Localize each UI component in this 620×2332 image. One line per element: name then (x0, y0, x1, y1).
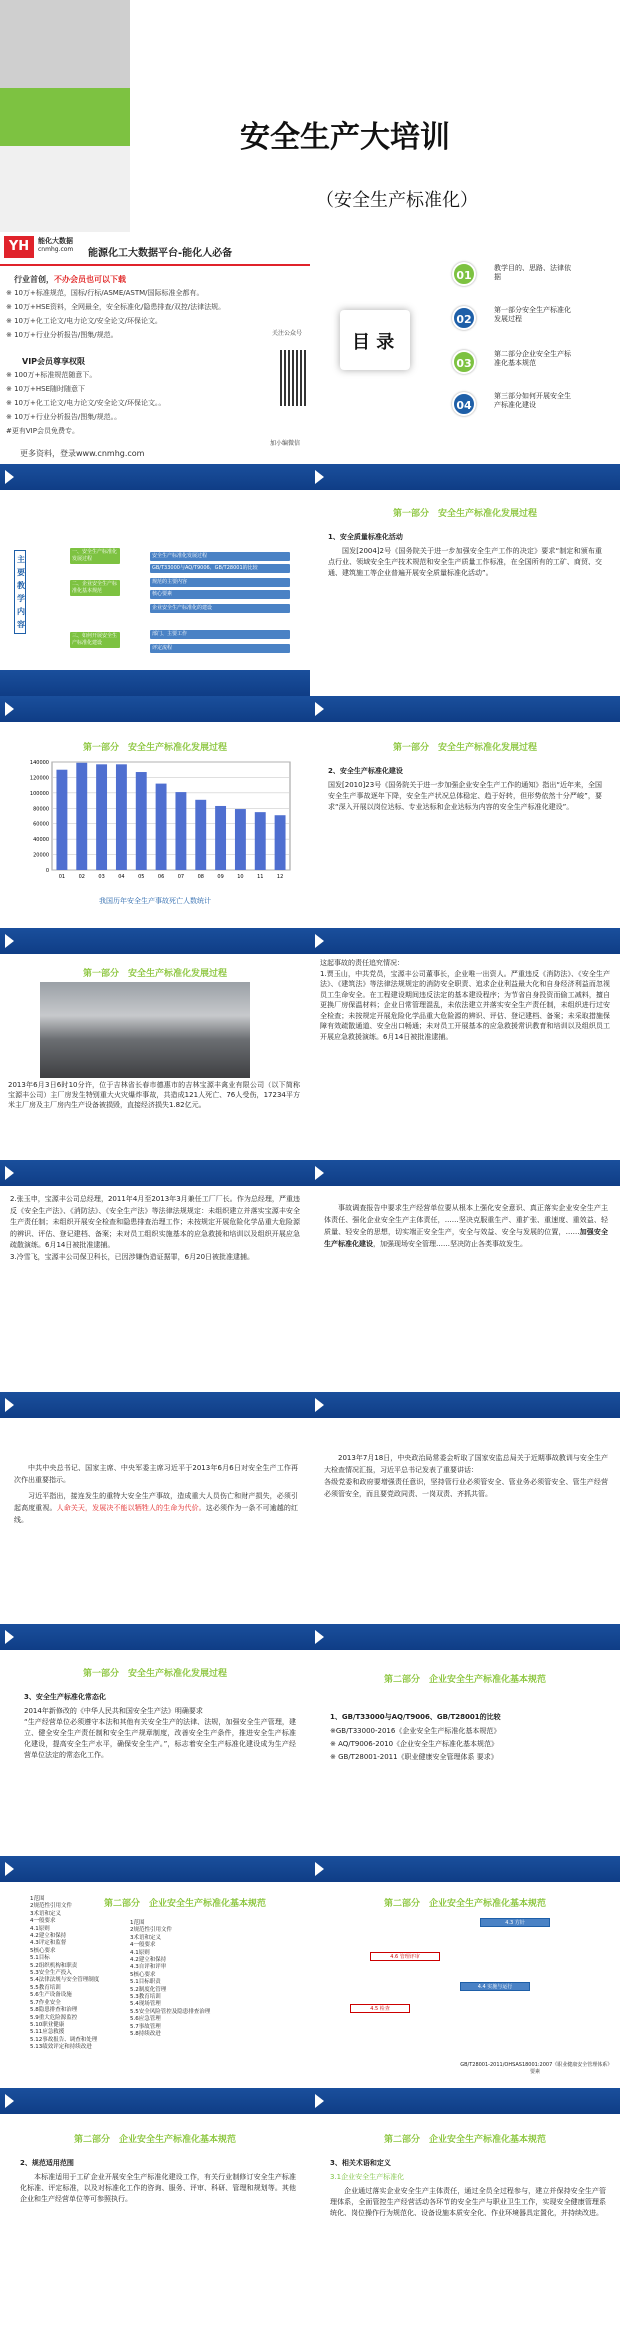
toc-item[interactable]: 第一部分安全生产标准化发展过程 (494, 306, 571, 323)
ad-vip-title: VIP会员尊享权限 (22, 357, 86, 366)
arrow-icon (315, 1630, 324, 1644)
y-tick-label: 140000 (29, 760, 49, 766)
clause-item: 5.12事故报告、调查和处理 (30, 2036, 98, 2043)
clause-item: 5.7作业安全 (30, 1999, 61, 2006)
ad-vip-line: ※ 10万+行业分析报告/图集/规范。。 (6, 413, 122, 421)
toc-number: 04 (452, 392, 476, 416)
s8r-slide (310, 2088, 620, 2332)
clause-item: 5.10职业健康 (30, 2021, 65, 2028)
y-tick-label: 100000 (29, 790, 49, 797)
clause-item: 2规范性引用文件 (30, 1903, 72, 1910)
clause-item: 5.5教育培训 (30, 1984, 61, 1991)
ad-qr-label-2: 加小编微信 (270, 440, 301, 447)
section-body: 事故调查报告中要求生产经营单位要从根本上强化安全意识、真正落实企业安全生产主体责任、强化企业安全生产主体责任，……坚决克服重生产、重扩张、重速度、重效益、轻质量、轻安全的思想，切实端正安全生产，安全与效益、安全与发展的位置，……加强安全生产标准化建设，加强现场安全管理……坚决防止各类事故发生。 (324, 1204, 608, 1248)
pdca-box: 4.3 方针 (480, 1918, 550, 1927)
bar (76, 763, 87, 870)
ad-brand: 能化大数据 (38, 237, 73, 245)
slide-header-bar (0, 928, 310, 954)
slide-header-bar (310, 1624, 620, 1650)
arrow-icon (5, 1398, 14, 1412)
cover-grey-block-2 (0, 146, 130, 232)
bar (235, 809, 246, 870)
clause-item: 2规范性引用文件 (130, 1927, 172, 1934)
slide-title: 第一部分 安全生产标准化发展过程 (82, 969, 227, 979)
arrow-icon (315, 1166, 324, 1180)
mindmap-vertical-label: 主要教学内容 (14, 550, 26, 634)
chart-slide (0, 696, 310, 928)
bar (136, 772, 147, 870)
section-body: 企业通过落实企业安全生产主体责任，通过全员全过程参与，建立并保持安全生产管理体系，全面管控生产经营活动各环节的安全生产与职业卫生工作，实现安全健康管理系统化、岗位操作行为规范化、设备设施本质安全化、作业环境器具定置化，并持续改进。 (330, 2187, 606, 2217)
clause-item: 5.6应急管理 (130, 2016, 161, 2023)
clause-item: 5.7事故管理 (130, 2023, 161, 2030)
slide-title: 第二部分 企业安全生产标准化基本规范 (383, 1899, 546, 1909)
slide-header-bar (310, 1160, 620, 1186)
x-tick-label: 04 (118, 874, 125, 880)
mindmap-node: 企业安全生产标准化的建设 (150, 604, 290, 613)
slide-header-bar (0, 696, 310, 722)
clause-item: 5.11应急救援 (30, 2029, 65, 2036)
section-heading: 3、安全生产标准化常态化 (24, 1693, 106, 1701)
s3r-slide (310, 928, 620, 1160)
ad-vip-note: #更有VIP会员免费专。 (6, 427, 79, 435)
s5r-slide (310, 1392, 620, 1624)
clause-item: 5.2制度化管理 (130, 1986, 167, 1993)
slide-header-bar (0, 464, 310, 490)
section-body-2: 习近平指出，接连发生的重特大安全生产事故，造成重大人员伤亡和财产损失，必须引起高度重视。人命关天，发展决不能以牺牲人的生命为代价。这必须作为一条不可逾越的红线。 (14, 1492, 299, 1524)
y-tick-label: 120000 (29, 775, 49, 782)
slide-header-bar (310, 464, 620, 490)
s3l-slide (0, 928, 310, 1160)
toc-item[interactable]: 教学目的、思路、法律依据 (494, 264, 571, 281)
arrow-icon (5, 2094, 14, 2108)
mindmap-node: 部门、主要工作 (150, 630, 290, 639)
clause-item: 5核心要求 (130, 1971, 156, 1978)
clause-item: 4.2建立和保持 (130, 1957, 167, 1964)
slide-header-bar (0, 2088, 310, 2114)
bar (116, 764, 127, 870)
section-body: 国发[2004]2号《国务院关于进一步加强安全生产工作的决定》要求“制定和颁布重点行业、领域安全生产技术规范和安全生产质量工作标准，在全国所有的工矿、商贸、交通、建筑施工等企业普遍开展安全质量标准化活动”。 (328, 547, 602, 577)
ad-intro: 行业首创，不办会员也可以下载 (14, 275, 126, 284)
bar (156, 784, 167, 870)
arrow-icon (5, 1630, 14, 1644)
mindmap-branch: 一、安全生产标准化发展过程 (70, 548, 120, 564)
s4l-slide (0, 1160, 310, 1392)
ad-brand-url: cnmhg.com (38, 246, 74, 253)
clause-item: 4.1原则 (130, 1949, 150, 1956)
arrow-icon (315, 470, 324, 484)
y-tick-label: 20000 (33, 852, 49, 859)
section-body: 2.张玉申，宝源丰公司总经理，2011年4月至2013年3月兼任工厂厂长。作为总经理，严重违反《安全生产法》、《消防法》、《安全生产法》等法律法规规定：未组织建立并落实宝源丰安全生产责任制；未组织开展安全检查和隐患排查治理工作；未按规定开展危险化学品重大危险源的辨识、评估、登记建档、备案；未对员工组织实施基本的应急救援和培训以及组织开展应急疏散演练。6月14日被批准逮捕。 3.冷雪飞，宝源丰公司保卫科长，已因涉嫌伪造证据罪，6月20日被批准逮捕。 (10, 1195, 300, 1261)
clause-item: 5核心要求 (30, 1947, 56, 1954)
slide-header-bar (0, 1856, 310, 1882)
ad-logo: YH (4, 236, 34, 258)
bar (255, 812, 266, 870)
mindmap-branch: 二、企业安全生产标准化基本规范 (70, 580, 120, 596)
x-tick-label: 07 (177, 874, 185, 880)
x-tick-label: 03 (98, 874, 105, 880)
s2r-slide (310, 696, 620, 928)
x-tick-label: 08 (197, 874, 204, 880)
clause-item: 5.1目标职责 (130, 1979, 161, 1986)
slide-header-bar (0, 1624, 310, 1650)
cover-green-block (0, 88, 130, 146)
arrow-icon (5, 702, 14, 716)
toc-label: 目 录 (352, 332, 395, 353)
clause-item: 3术语和定义 (30, 1910, 61, 1917)
ad-line: ※ 10万+标准规范，国标/行标/ASME/ASTM/国际标准全都有。 (6, 289, 204, 297)
arrow-icon (5, 1862, 14, 1876)
ad-vip-line: ※ 100万+标准规范随意下。 (6, 371, 97, 379)
x-tick-label: 02 (78, 874, 85, 880)
clause-item: 5.1目标 (30, 1955, 50, 1962)
qr-code-icon (280, 350, 308, 406)
x-tick-label: 12 (276, 874, 284, 880)
ad-line: ※ 10万+化工论文/电力论文/安全论文/环保论文。 (6, 317, 162, 325)
cover-slide (0, 0, 620, 232)
mindmap-node: GB/T33000与AQ/T9006、GB/T28001的比较 (150, 564, 290, 573)
diagram-caption: GB/T28001-2011/OHSAS18001:2007《职业健康安全管理体系》要素 (460, 2062, 610, 2075)
ad-line: ※ 10万+行业分析报告/图集/规范。 (6, 331, 118, 339)
clause-item: 5.8持续改进 (130, 2031, 161, 2038)
x-tick-label: 06 (157, 874, 165, 880)
cover-grey-block (0, 0, 130, 88)
arrow-icon (315, 934, 324, 948)
slide-header-bar (0, 1392, 310, 1418)
mindmap-slide (0, 464, 310, 696)
section-body: 本标准适用于工矿企业开展安全生产标准化建设工作，有关行业制修订安全生产标准化标准、评定标准，以及对标准化工作的咨询、服务、评审、科研、管理和规划等。其他企业和生产经营单位等可参照执行。 (20, 2173, 296, 2203)
toc-item[interactable]: 第三部分如何开展安全生产标准化建设 (494, 392, 571, 409)
arrow-icon (315, 1398, 324, 1412)
slide-header-bar (0, 1160, 310, 1186)
mindmap-node: 安全生产标准化发展过程 (150, 552, 290, 561)
clause-item: 5.3教育培训 (130, 1994, 161, 2001)
clause-item: 4一般要求 (130, 1942, 156, 1949)
ad-vip-line: ※ 10万+HSE随时随意下 (6, 385, 85, 393)
ad-footer[interactable]: 更多资料，登录www.cnmhg.com (20, 449, 145, 458)
clause-list-2016 (30, 1896, 130, 2052)
s6l-slide (0, 1624, 310, 1856)
ad-slide (0, 232, 310, 464)
chart-caption: 我国历年安全生产事故死亡人数统计 (99, 897, 211, 905)
toc-number: 02 (452, 306, 476, 330)
arrow-icon (5, 934, 14, 948)
slide-title: 第一部分 安全生产标准化发展过程 (392, 509, 537, 519)
slide-title: 第二部分 企业安全生产标准化基本规范 (103, 1899, 266, 1909)
highlight-bold: 加强安全生产标准化建设 (324, 1228, 608, 1248)
clause-item: 1范围 (30, 1896, 45, 1902)
section-body: 这起事故的责任追究情况： 1.贾玉山，中共党员，宝源丰公司董事长，企业唯一出资人。严重违反《消防法》、《安全生产法》、《建筑法》等法律法规规定的消防安全职责、追求企业利益最大化和自身经济利益而忽视员工生命安全。在工程建设期间违反法定的基本建设程序；为节省自身投资而偷工减料，擅自更换厂房保温材料；企业日常管理混乱，未依法建立并落实安全生产责任制，未组织进行过安全检查；未按规定开展危险化学品重大危险源的辨识、评估、登记建档、备案；未采取措施保障有效疏散通道、安全出口畅通；未对员工开展基本的应急救援常识教育和培训以及组织员工开展应急救援演练。6月14日被批准逮捕。 (320, 959, 610, 1041)
slide-title: 第二部分 企业安全生产标准化基本规范 (383, 2135, 546, 2145)
arrow-icon (315, 1862, 324, 1876)
ad-vip-line: ※ 10万+化工论文/电力论文/安全论文/环保论文。。 (6, 399, 166, 407)
standard-line: ※GB/T33000-2016《企业安全生产标准化基本规范》 (330, 1727, 501, 1735)
slide-title: 第二部分 企业安全生产标准化基本规范 (73, 2135, 236, 2145)
bar (195, 800, 206, 870)
ad-qr-label-1: 关注公众号 (272, 330, 303, 337)
cover-title: 安全生产大培训 (240, 120, 450, 155)
bar (175, 792, 186, 870)
clause-item: 1范围 (130, 1920, 145, 1926)
mindmap-branch: 三、如何开展安全生产标准化建设 (70, 632, 120, 648)
bar (96, 764, 107, 870)
standard-line: ※ GB/T28001-2011《职业健康安全管理体系 要求》 (330, 1753, 498, 1761)
ad-headline: 能源化工大数据平台-能化人必备 (88, 248, 233, 259)
pdca-box: 4.6 管理评审 (370, 1952, 440, 1961)
x-tick-label: 11 (257, 874, 264, 880)
section-body: 国发[2010]23号《国务院关于进一步加强企业安全生产工作的通知》指出“近年来，全国安全生产事故逐年下降，安全生产状况总体稳定、趋于好转，但形势依然十分严峻”，要求“深入开展以岗位达标、专业达标和企业达标为内容的安全生产标准化建设”。 (328, 781, 602, 811)
section-heading: 1、安全质量标准化活动 (328, 533, 403, 541)
pdca-box: 4.5 检查 (350, 2004, 410, 2013)
toc-slide (310, 232, 620, 464)
ad-line: ※ 10万+HSE资料，全网最全，安全标准化/隐患排查/双控/法律法规。 (6, 303, 226, 311)
clause-item: 4.1原则 (30, 1925, 50, 1932)
s7l-slide (0, 1856, 310, 2088)
highlight-red: 人命关天，发展决不能以牺牲人的生命为代价。 (56, 1504, 206, 1512)
section-subheading: 3.1企业安全生产标准化 (330, 2173, 405, 2181)
slide-title: 第一部分 安全生产标准化发展过程 (82, 743, 227, 753)
toc-number: 01 (452, 262, 476, 286)
slide-header-bar (310, 696, 620, 722)
mindmap-node: 评定流程 (150, 644, 290, 653)
clause-item: 5.3安全生产投入 (30, 1970, 72, 1977)
cover-subtitle: （安全生产标准化） (316, 190, 478, 211)
bar (275, 815, 286, 870)
toc-number: 03 (452, 350, 476, 374)
x-tick-label: 01 (58, 874, 66, 880)
clause-item: 5.4现场管理 (130, 2001, 161, 2008)
section-body: 中共中央总书记、国家主席、中央军委主席习近平于2013年6月6日对安全生产工作再次作出重要指示。 (14, 1464, 298, 1484)
s7r-slide (310, 1856, 620, 2088)
slide-title: 第一部分 安全生产标准化发展过程 (392, 743, 537, 753)
section-heading: 2、规范适用范围 (20, 2159, 74, 2167)
section-heading: 3、相关术语和定义 (330, 2159, 391, 2167)
clause-item: 3术语和定义 (130, 1934, 161, 1941)
slide-footer-bar (0, 670, 310, 696)
plot-area (52, 762, 290, 870)
bar (215, 806, 226, 870)
clause-item: 5.2组织机构和职责 (30, 1962, 78, 1969)
section-body: 2013年7月18日，中央政治局常委会听取了国家安监总局关于近期事故教训与安全生产大检查情况汇报，习近平总书记发表了重要讲话： 各级党委和政府要增强责任意识，坚持管行业必须管安全、管业务必须管安全、管生产经营必须管安全，而且要党政同责、一岗双责、齐抓共管。 (324, 1454, 608, 1498)
clause-item: 4一般要求 (30, 1918, 56, 1925)
s6r-slide (310, 1624, 620, 1856)
slide-title: 第二部分 企业安全生产标准化基本规范 (383, 1675, 546, 1685)
mindmap-node: 规范的主要内容 (150, 578, 290, 587)
bar-chart (18, 756, 298, 886)
section-heading: 2、安全生产标准化建设 (328, 767, 403, 775)
clause-item: 4.2建立和保持 (30, 1933, 67, 1940)
clause-item: 5.13绩效评定和持续改进 (30, 2044, 92, 2051)
mindmap-node: 核心要素 (150, 590, 290, 599)
fire-photo (40, 982, 250, 1078)
y-tick-label: 80000 (33, 806, 49, 813)
x-tick-label: 05 (138, 874, 145, 880)
bar (56, 770, 67, 870)
y-tick-label: 40000 (33, 837, 49, 844)
slide-title: 第一部分 安全生产标准化发展过程 (82, 1669, 227, 1679)
slide-header-bar (310, 2088, 620, 2114)
arrow-icon (315, 2094, 324, 2108)
pdca-box: 4.4 实施与运行 (460, 1982, 530, 1991)
clause-item: 4.3评定和监督 (30, 1940, 67, 1947)
clause-item: 5.9重大危险源监控 (30, 2014, 78, 2021)
toc-item[interactable]: 第二部分企业安全生产标准化基本规范 (494, 350, 571, 367)
arrow-icon (315, 702, 324, 716)
clause-item: 4.3自评和评审 (130, 1964, 167, 1971)
s8l-slide (0, 2088, 310, 2332)
standard-line: ※ AQ/T9006-2010《企业安全生产标准化基本规范》 (330, 1740, 499, 1748)
slide-header-bar (310, 1392, 620, 1418)
x-tick-label: 09 (217, 874, 224, 880)
slide-header-bar (310, 1856, 620, 1882)
y-tick-label: 60000 (33, 821, 49, 828)
section-heading: 1、GB/T33000与AQ/T9006、GB/T28001的比较 (330, 1713, 501, 1721)
clause-item: 5.4法律法规与安全管理制度 (30, 1977, 100, 1984)
clause-list-2010 (130, 1920, 280, 2039)
arrow-icon (5, 470, 14, 484)
clause-item: 5.6生产设备设施 (30, 1992, 72, 1999)
x-tick-label: 10 (237, 874, 244, 880)
s1r-slide (310, 464, 620, 696)
photo-caption: 2013年6月3日6时10分许，位于吉林省长春市德惠市的吉林宝源丰禽业有限公司（以下简称宝源丰公司）主厂房发生特别重大火灾爆炸事故，共造成121人死亡、76人受伤，17234平方米主厂房及主厂房内生产设备被损毁，直接经济损失1.82亿元。 (8, 1081, 300, 1109)
s4r-slide (310, 1160, 620, 1392)
slide-header-bar (310, 928, 620, 954)
clause-item: 5.5安全风险管控及隐患排查治理 (130, 2008, 211, 2015)
s5l-slide (0, 1392, 310, 1624)
clause-item: 5.8隐患排查和治理 (30, 2007, 78, 2014)
arrow-icon (5, 1166, 14, 1180)
ad-divider (0, 264, 310, 266)
y-tick-label: 0 (45, 868, 49, 874)
section-body: 2014年新修改的《中华人民共和国安全生产法》明确要求 “生产经营单位必须遵守本法和其他有关安全生产的法律、法规，加强安全生产管理，建立、健全安全生产责任制和安全生产规章制度，改善安全生产条件，推进安全生产标准化建设，提高安全生产水平，确保安全生产。”，标志着安全生产标准化建设成为生产经营单位法定的常态化工作。 (24, 1707, 296, 1759)
